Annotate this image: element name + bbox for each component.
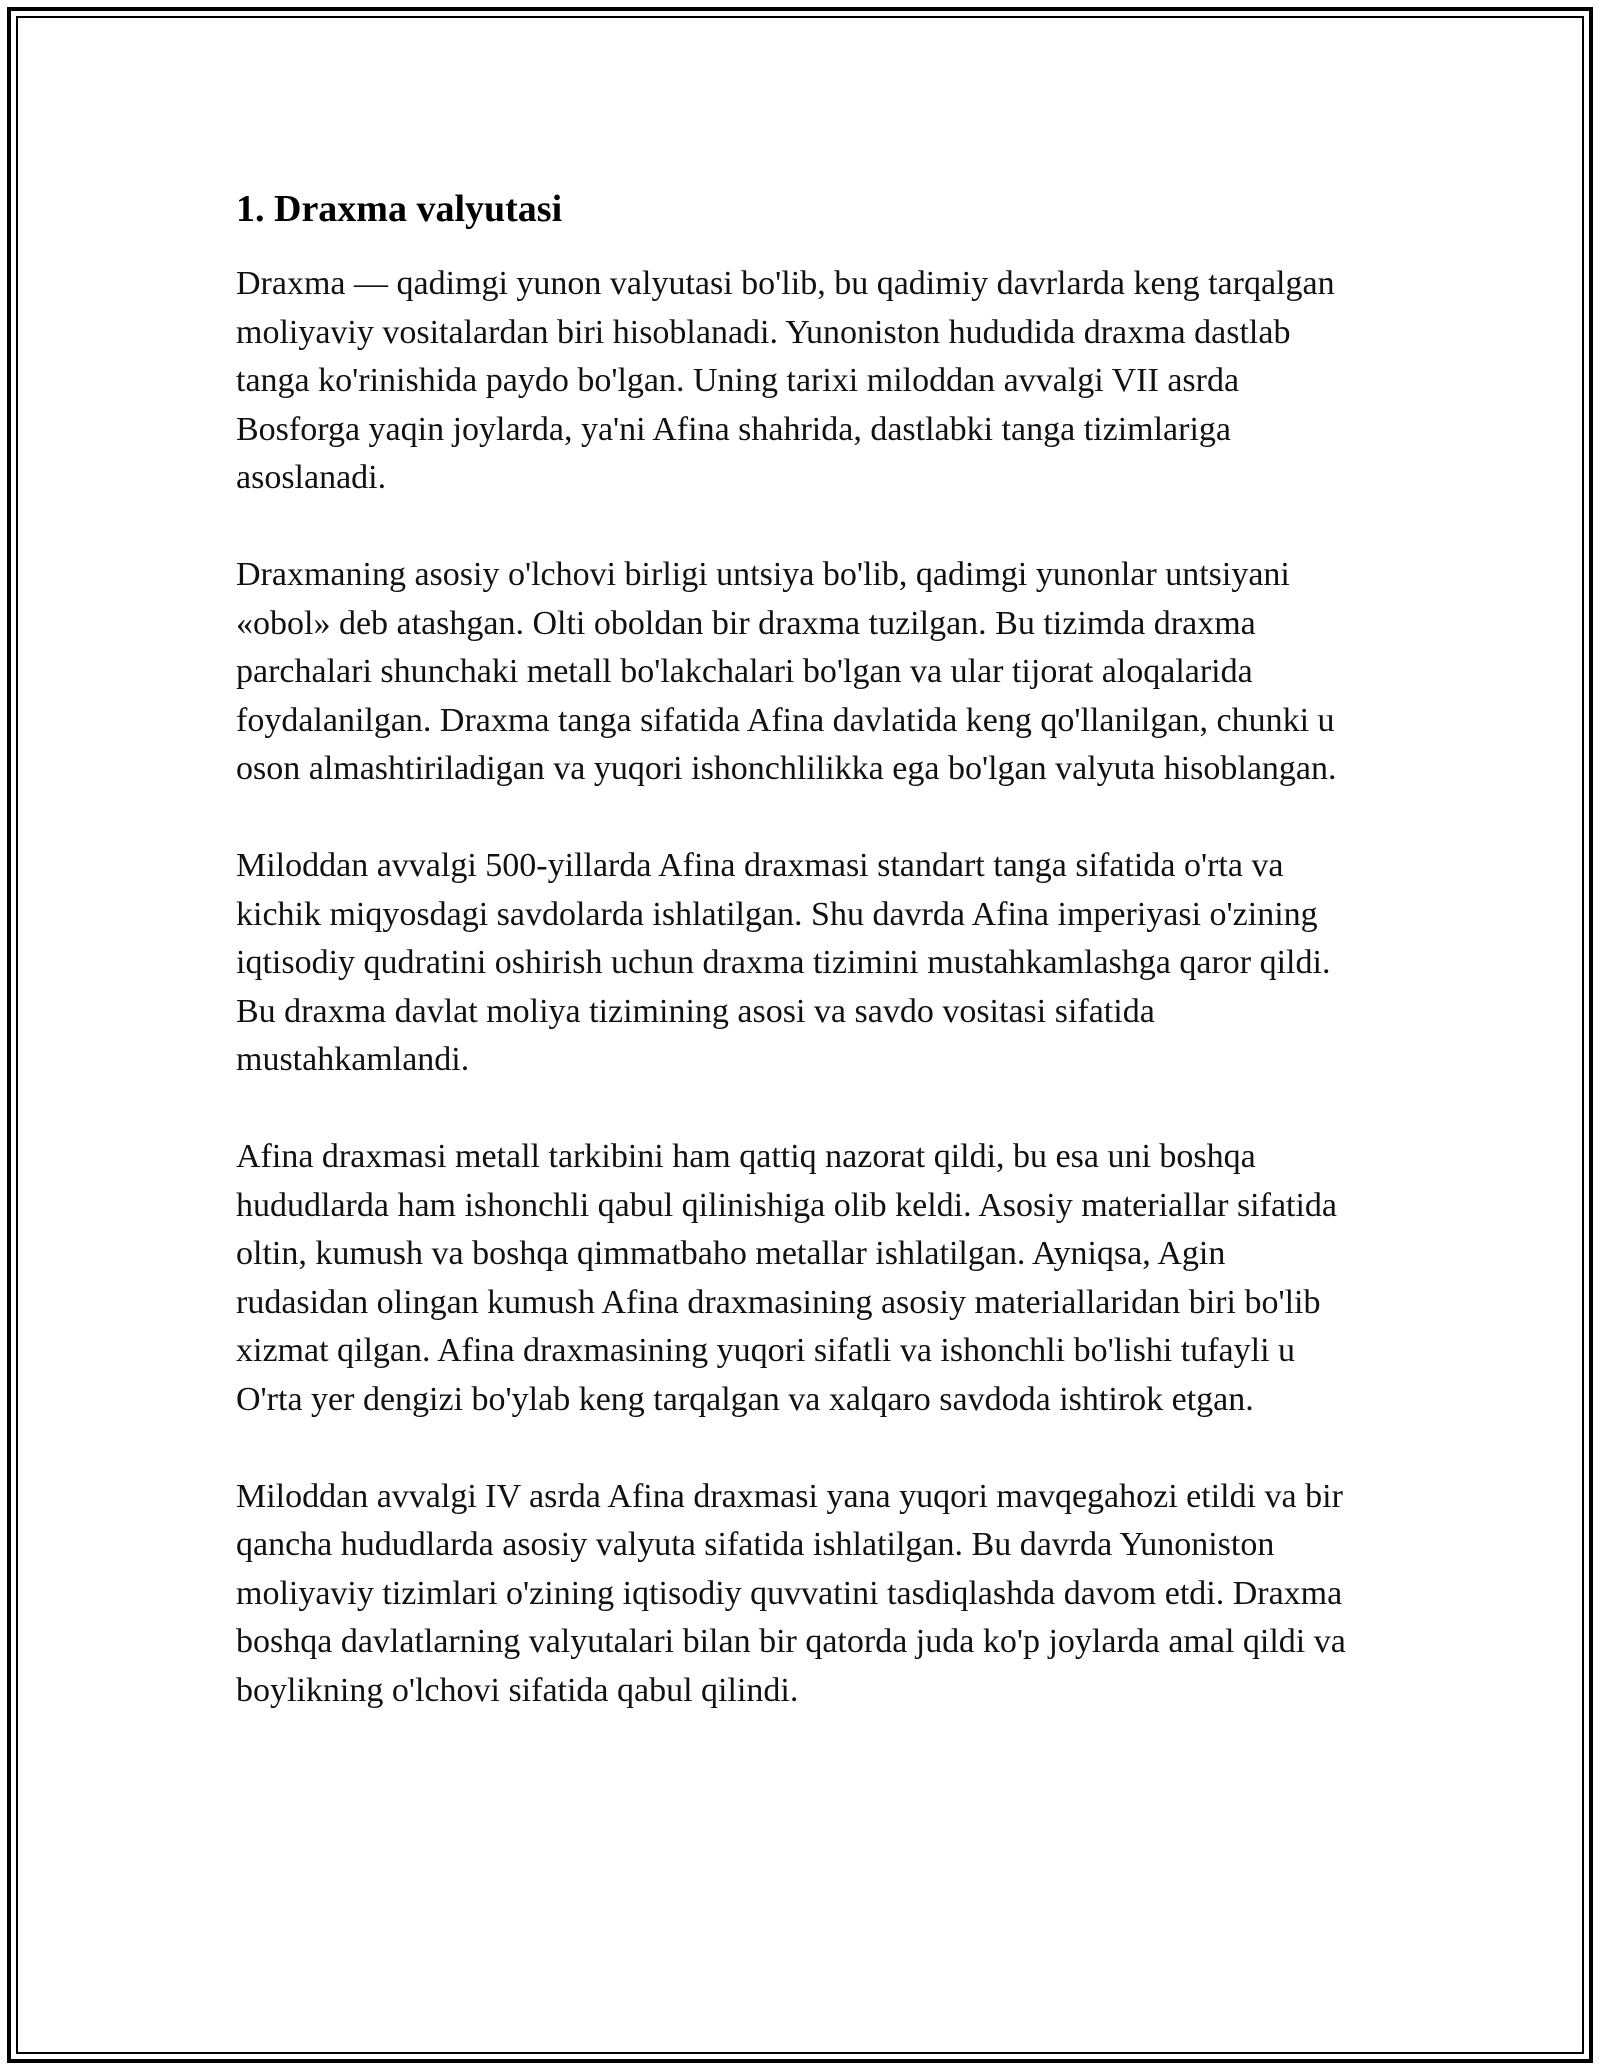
section-heading: 1. Draxma valyutasi	[236, 188, 563, 230]
paragraph-1: Draxma — qadimgi yunon valyutasi bo'lib, bu qadimiy davrlarda keng tarqalgan moliyaviy vositalardan biri hisoblanadi. Yunoniston hududida draxma dastlab tanga ko'rinishida paydo bo'lgan. Uning tarixi miloddan avvalgi VII asrda Bosforga yaqin joylarda, ya'ni Afina shahrida, dastlabki tanga tizimlariga asoslanadi.	[236, 265, 1335, 496]
document-body	[236, 186, 1366, 1764]
paragraph-4: Afina draxmasi metall tarkibini ham qattiq nazorat qildi, bu esa uni boshqa hududlarda ham ishonchli qabul qilinishiga olib keldi. Asosiy materiallar sifatida oltin, kumush va boshqa qimmatbaho metallar ishlatilgan. Ayniqsa, Agin rudasidan olingan kumush Afina draxmasining asosiy materiallaridan biri bo'lib xizmat qilgan. Afina draxmasining yuqori sifatli va ishonchli bo'lishi tufayli u O'rta yer dengizi bo'ylab keng tarqalgan va xalqaro savdoda ishtirok etgan.	[236, 1138, 1338, 1418]
paragraph-2: Draxmaning asosiy o'lchovi birligi untsiya bo'lib, qadimgi yunonlar untsiyani «obol» deb atashgan. Olti oboldan bir draxma tuzilgan. Bu tizimda draxma parchalari shunchaki metall bo'lakchalari bo'lgan va ular tijorat aloqalarida foydalanilgan. Draxma tanga sifatida Afina davlatida keng qo'llanilgan, chunki u oson almashtiriladigan va yuqori ishonchlilikka ega bo'lgan valyuta hisoblangan.	[236, 556, 1337, 787]
paragraph-3: Miloddan avvalgi 500-yillarda Afina draxmasi standart tanga sifatida o'rta va kichik miqyosdagi savdolarda ishlatilgan. Shu davrda Afina imperiyasi o'zining iqtisodiy qudratini oshirish uchun draxma tizimini mustahkamlashga qaror qildi. Bu draxma davlat moliya tizimining asosi va savdo vositasi sifatida mustahkamlandi.	[236, 847, 1331, 1078]
paragraph-5: Miloddan avvalgi IV asrda Afina draxmasi yana yuqori mavqegahozi etildi va bir qancha hududlarda asosiy valyuta sifatida ishlatilgan. Bu davrda Yunoniston moliyaviy tizimlari o'zining iqtisodiy quvvatini tasdiqlashda davom etdi. Draxma boshqa davlatlarning valyutalari bilan bir qatorda juda ko'p joylarda amal qildi va boylikning o'lchovi sifatida qabul qilindi.	[236, 1477, 1346, 1709]
